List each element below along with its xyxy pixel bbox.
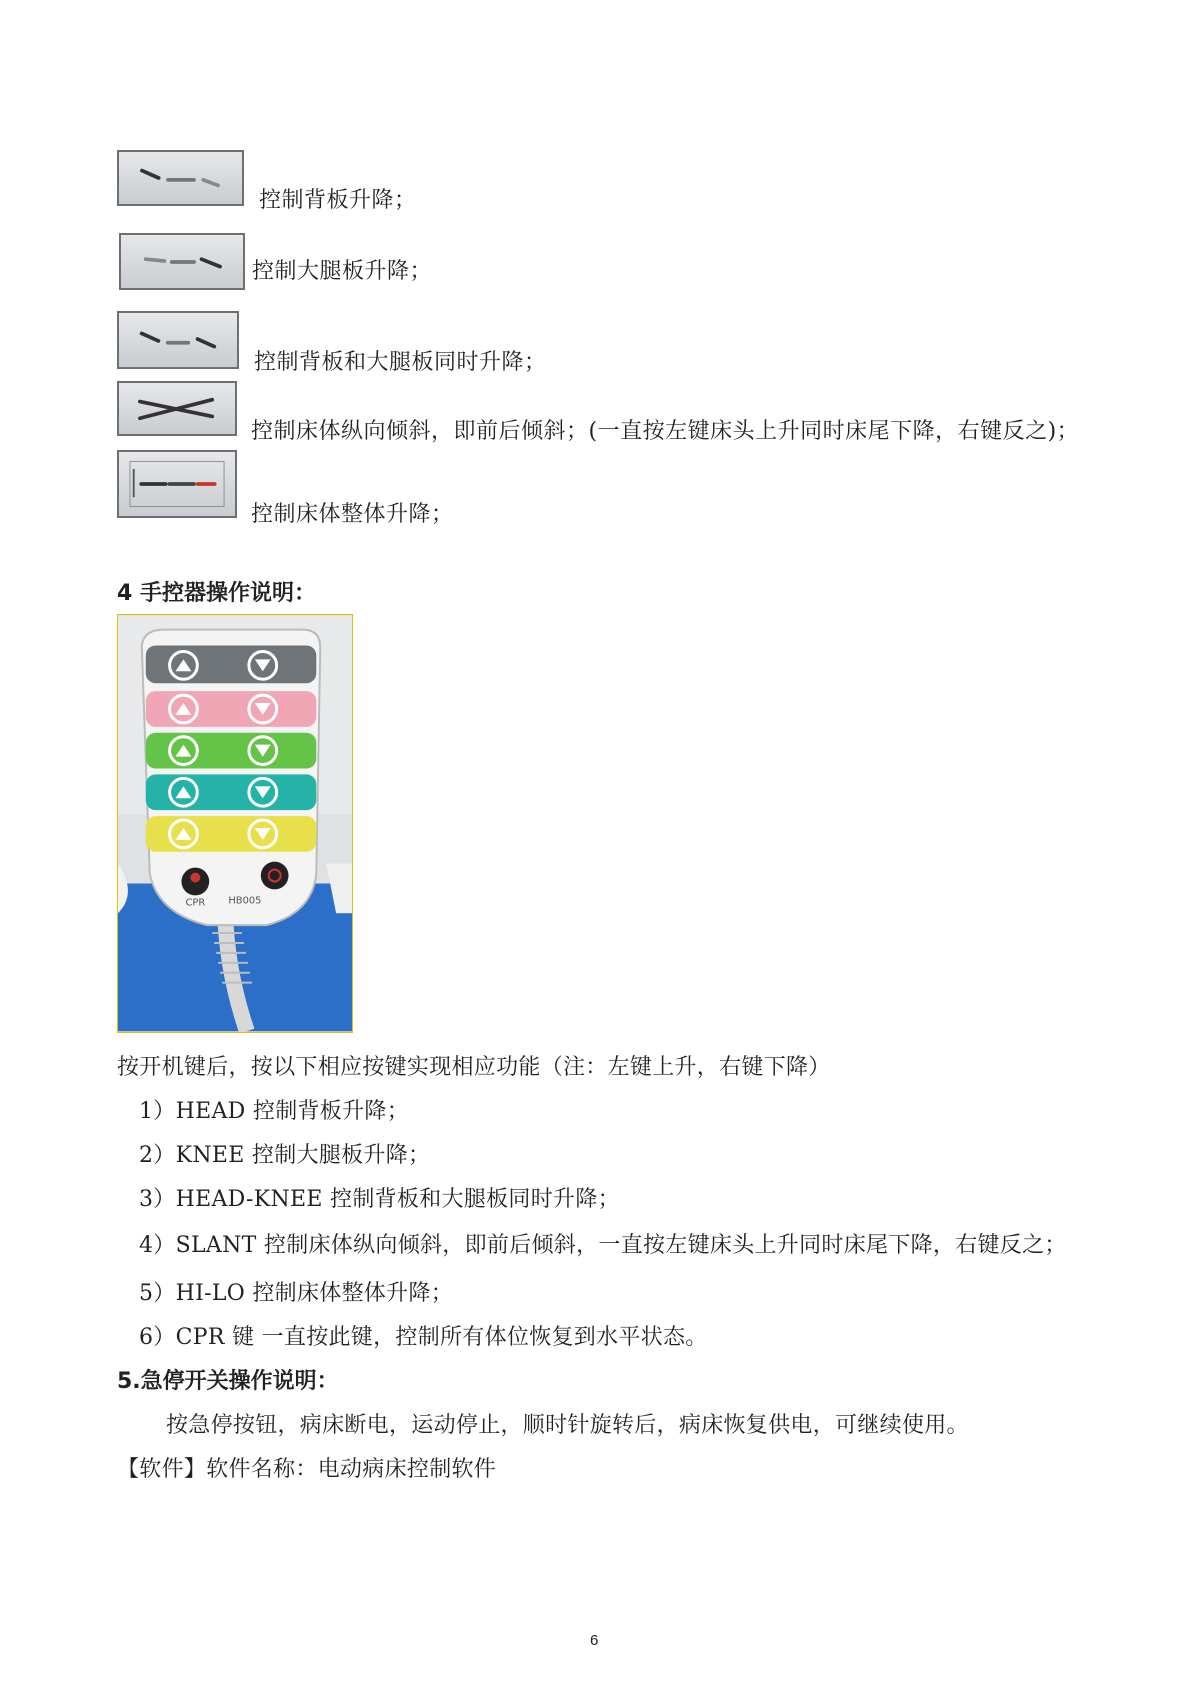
backrest-icon [117,150,244,206]
software-label: 【软件】 [117,1457,207,1482]
list-key: CPR 键 [175,1325,255,1350]
list-key: HEAD-KNEE [175,1187,323,1212]
back-and-thigh-icon [117,311,239,369]
list-item [139,1138,430,1169]
list-desc: 控制床体整体升降； [252,1281,454,1306]
software-text: 软件名称：电动病床控制软件 [206,1457,497,1482]
list-number: 2） [139,1143,176,1168]
list-item [139,1094,409,1125]
list-number: 3） [139,1187,176,1212]
list-number: 5） [139,1281,176,1306]
list-key: SLANT [175,1233,257,1258]
model-label: HB005 [228,895,262,907]
panel-item-text: 控制背板升降； [259,188,417,213]
list-desc: 控制大腿板升降； [251,1143,431,1168]
section-heading: 5.急停开关操作说明： [117,1369,339,1394]
list-item [139,1182,620,1213]
cpr-label: CPR [185,897,206,909]
list-key: HI-LO [175,1281,246,1306]
list-item [139,1228,1067,1259]
section4-intro: 按开机键后，按以下相应按键实现相应功能（注：左键上升，右键下降） [117,1055,831,1080]
list-number: 6） [139,1325,176,1350]
panel-item-text: 控制床体纵向倾斜，即前后倾斜；(一直按左键床头上升同时床尾下降，右键反之)； [251,419,1080,444]
hi-lo-icon [117,450,237,518]
tilt-icon [117,381,237,436]
list-desc: 控制背板升降； [252,1099,409,1124]
section-heading: 4 手控器操作说明： [117,581,316,606]
list-item [139,1320,708,1351]
list-key: HEAD [175,1099,246,1124]
page-number: 6 [590,1632,599,1649]
panel-item-text: 控制大腿板升降； [252,259,433,284]
list-number: 1） [139,1099,176,1124]
hand-controller-photo [117,614,353,1033]
list-key: KNEE [175,1143,245,1168]
thigh-board-icon [119,233,245,290]
panel-item-text: 控制背板和大腿板同时升降； [254,350,547,375]
list-desc: 一直按此键，控制所有体位恢复到水平状态。 [261,1325,708,1350]
panel-item-text: 控制床体整体升降； [251,502,454,527]
list-desc: 控制床体纵向倾斜，即前后倾斜，一直按左键床头上升同时床尾下降，右键反之； [263,1233,1067,1258]
section5-body: 按急停按钮，病床断电，运动停止，顺时针旋转后，病床恢复供电，可继续使用。 [166,1413,969,1438]
list-item [139,1276,453,1307]
software-line [117,1452,496,1483]
list-desc: 控制背板和大腿板同时升降； [330,1187,620,1212]
list-number: 4） [139,1233,176,1258]
